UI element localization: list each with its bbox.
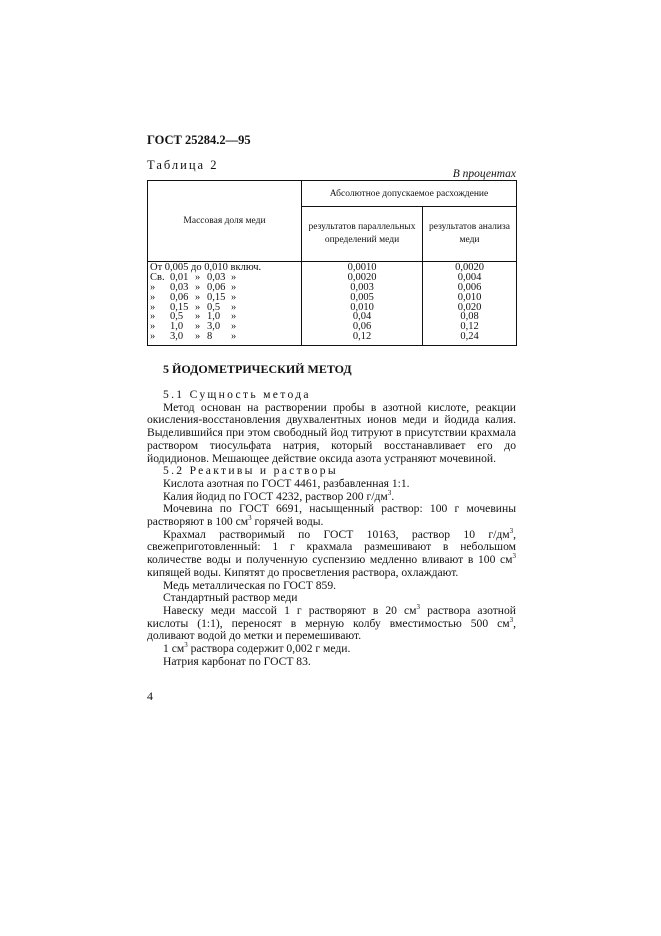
analysis-value-cell: 0,004 (457, 271, 482, 283)
parallel-value-cell: 0,04 (352, 311, 372, 323)
mass-fraction-cell: » 1,0 » 3,0 » (150, 321, 237, 333)
mass-fraction-cell: От 0,005 до 0,010 включ. (150, 262, 262, 273)
parallel-value-cell: 0,003 (350, 281, 374, 293)
analysis-value-cell: 0,24 (460, 331, 479, 343)
subsection-heading: 5.1 Сущность метода (163, 388, 311, 401)
analysis-value-cell: 0,006 (457, 281, 482, 293)
paragraph: Медь металлическая по ГОСТ 859. (163, 578, 337, 592)
paragraph: Крахмал растворимый по ГОСТ 10163, раствор 10 $г/дм^3$, свежеприготовленный: 1 г крахмала размешивают в небольшом количестве воды и полученную суспензию медленно вливают в 100 $см^3$ кипящей воды. Кипятят до просветления раствора, охлаждают. (147, 526, 516, 579)
analysis-values-column (423, 262, 517, 346)
paragraph: Мочевина по ГОСТ 6691, насыщенный раствор: 100 г мочевины растворяют в 100 $см^3$ горячей воды. (147, 502, 516, 529)
analysis-results-header: результатов анализа меди (423, 207, 517, 262)
parallel-value-cell: 0,12 (352, 331, 372, 343)
parallel-determinations-header: результатов параллельных определений меди (302, 207, 423, 262)
mass-fraction-cell: » 0,06 » 0,15 » (150, 291, 237, 303)
parallel-value-cell: 0,010 (350, 301, 374, 313)
analysis-value-cell: 0,08 (460, 311, 479, 323)
paragraph: Навеску меди массой 1 г растворяют в 20 $см^3$ раствора азотной кислоты (1:1), переносят в мерную колбу вместимостью 500 $см^3$, доливают водой до метки и перемешивают. (147, 603, 516, 643)
paragraph: Стандартный раствор меди (163, 591, 298, 605)
analysis-value-cell: 0,12 (460, 321, 479, 333)
page-number: 4 (147, 689, 153, 703)
table-title: Таблица 2 (147, 158, 219, 172)
tolerance-group-header: Абсолютное допускаемое расхождение (302, 181, 517, 207)
analysis-value-cell: 0,0020 (455, 262, 484, 273)
paragraph: 1 $см^3$ раствора содержит 0,002 г меди. (163, 641, 351, 656)
paragraph: Метод основан на растворении пробы в азотной кислоте, реакции окисления-восстановления двухвалентных ионов меди и йодида калия. Выделившийся при этом свободный йод титруют в присутствии крахмала раствором тиосульфата натрия, который восстанавливает его до йодидионов. Мешающее действие оксида азота устраняют мочевиной. (147, 400, 516, 465)
analysis-value-cell: 0,020 (457, 301, 482, 313)
mass-fraction-cell: » 0,03 » 0,06 » (150, 281, 237, 293)
parallel-value-cell: 0,0020 (347, 271, 377, 283)
subsection-heading: 5.2 Реактивы и растворы (163, 464, 338, 478)
mass-fraction-cell: » 0,15 » 0,5 » (150, 301, 237, 313)
paragraph: Калия йодид по ГОСТ 4232, раствор 200 $г/дм^3$. (163, 488, 395, 503)
parallel-value-cell: 0,06 (352, 321, 372, 333)
body-text (147, 389, 516, 668)
mass-fraction-column (148, 262, 302, 346)
copper-tolerance-table (147, 180, 517, 346)
mass-fraction-cell: Св. 0,01 » 0,03 » (150, 271, 237, 283)
parallel-values-column (302, 262, 423, 346)
paragraph: Натрия карбонат по ГОСТ 83. (163, 654, 311, 668)
paragraph: Кислота азотная по ГОСТ 4461, разбавленная 1:1. (163, 476, 410, 490)
mass-fraction-cell: » 0,5 » 1,0 » (150, 311, 237, 323)
mass-fraction-cell: » 3,0 » 8 » (150, 331, 237, 343)
parallel-value-cell: 0,0010 (347, 262, 377, 273)
mass-fraction-header: Массовая доля меди (148, 181, 302, 262)
document-header: ГОСТ 25284.2—95 (147, 133, 251, 147)
analysis-value-cell: 0,010 (457, 291, 482, 303)
table-units: В процентах (452, 168, 516, 180)
parallel-value-cell: 0,005 (350, 291, 374, 303)
section-title: 5 ЙОДОМЕТРИЧЕСКИЙ МЕТОД (163, 362, 352, 376)
